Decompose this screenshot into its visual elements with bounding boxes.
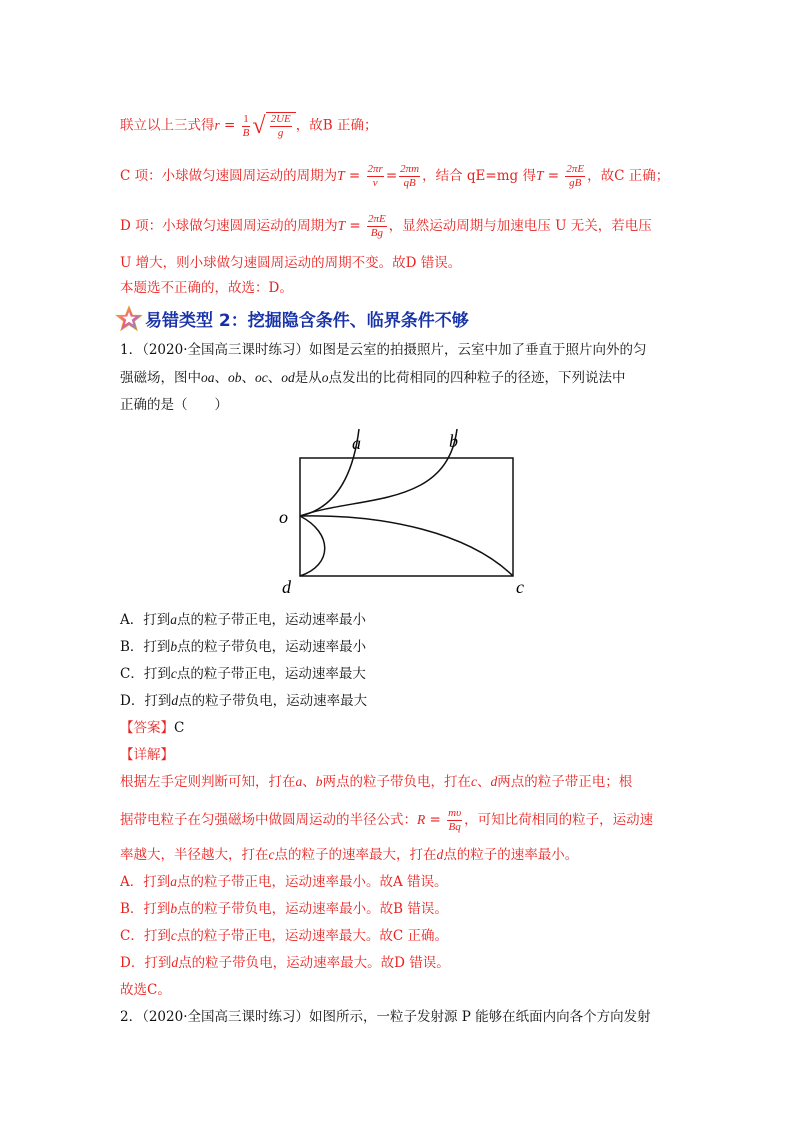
solution-line-5: 本题选不正确的，故选：D。	[120, 280, 293, 296]
answer-line: 【答案】C	[120, 720, 185, 736]
section-heading: 易错类型 2：挖掘隐含条件、临界条件不够	[145, 311, 469, 331]
question1-stem-line3: 正确的是（ ）	[120, 397, 228, 413]
path-oc	[300, 516, 513, 576]
label-o: o	[279, 507, 288, 527]
option-d: D．打到d点的粒子带负电，运动速率最大	[120, 693, 368, 709]
option-c: C．打到c点的粒子带正电，运动速率最大	[120, 666, 366, 682]
solution-line-3: D 项：小球做匀速圆周运动的周期为T = $\frac{2\pi E}{Bg}$ ，显然运动周期与加速电压 U 无关，若电压	[120, 213, 652, 239]
question2-stem-line1: 2．（2020·全国高三课时练习）如图所示，一粒子发射源 P 能够在纸面内向各个方向发射	[120, 1009, 651, 1025]
detail-label: 【详解】	[120, 747, 174, 763]
path-oa	[300, 429, 359, 516]
question1-stem-line2: 强磁场，图中oa、ob、oc、od是从o点发出的比荷相同的四种粒子的径迹，下列说法中	[120, 370, 626, 386]
conclusion: 故选C。	[120, 982, 171, 998]
star-icon	[114, 304, 144, 334]
option-b: B．打到b点的粒子带负电，运动速率最小	[120, 639, 367, 655]
solution-line-1: 联立以上三式得r = $\frac{1}{B}$ √ $\frac{2UE}{g}$ ，故B 正确；	[120, 112, 378, 139]
detail-line-3: 率越大，半径越大，打在c点的粒子的速率最大，打在d点的粒子的速率最小。	[120, 847, 579, 863]
path-od	[300, 516, 325, 576]
analysis-b: B．打到b点的粒子带负电，运动速率最小。故B 错误。	[120, 901, 448, 917]
diagram-frame	[300, 458, 513, 576]
cloud-chamber-diagram	[275, 425, 535, 600]
detail-line-2: 据带电粒子在匀强磁场中做圆周运动的半径公式：R = $\frac{m\upsilon}{Bq}$ ，可知比荷相同的粒子，运动速	[120, 807, 654, 833]
label-a: a	[352, 433, 361, 453]
label-d: d	[282, 577, 291, 597]
solution-line-4: U 增大，则小球做匀速圆周运动的周期不变。故D 错误。	[120, 255, 462, 271]
label-c: c	[516, 577, 524, 597]
option-a: A．打到a点的粒子带正电，运动速率最小	[120, 612, 366, 628]
path-ob	[300, 429, 457, 516]
detail-line-1: 根据左手定则判断可知，打在a、b两点的粒子带负电，打在c、d两点的粒子带正电；根	[120, 774, 633, 790]
analysis-a: A．打到a点的粒子带正电，运动速率最小。故A 错误。	[120, 874, 448, 890]
question1-stem-line1: 1．（2020·全国高三课时练习）如图是云室的拍摄照片，云室中加了垂直于照片向外的匀	[120, 342, 647, 358]
label-b: b	[449, 431, 458, 451]
solution-line-2: C 项：小球做匀速圆周运动的周期为T = $\frac{2\pi r}{v}$ = $\frac{2\pi m}{qB}$ ，结合 qE=mg 得T = $\frac{2\pi E}{gB}$ ，故C 正确；	[120, 163, 670, 189]
analysis-c: C．打到c点的粒子带正电，运动速率最大。故C 正确。	[120, 928, 448, 944]
analysis-d: D．打到d点的粒子带负电，运动速率最大。故D 错误。	[120, 955, 450, 971]
